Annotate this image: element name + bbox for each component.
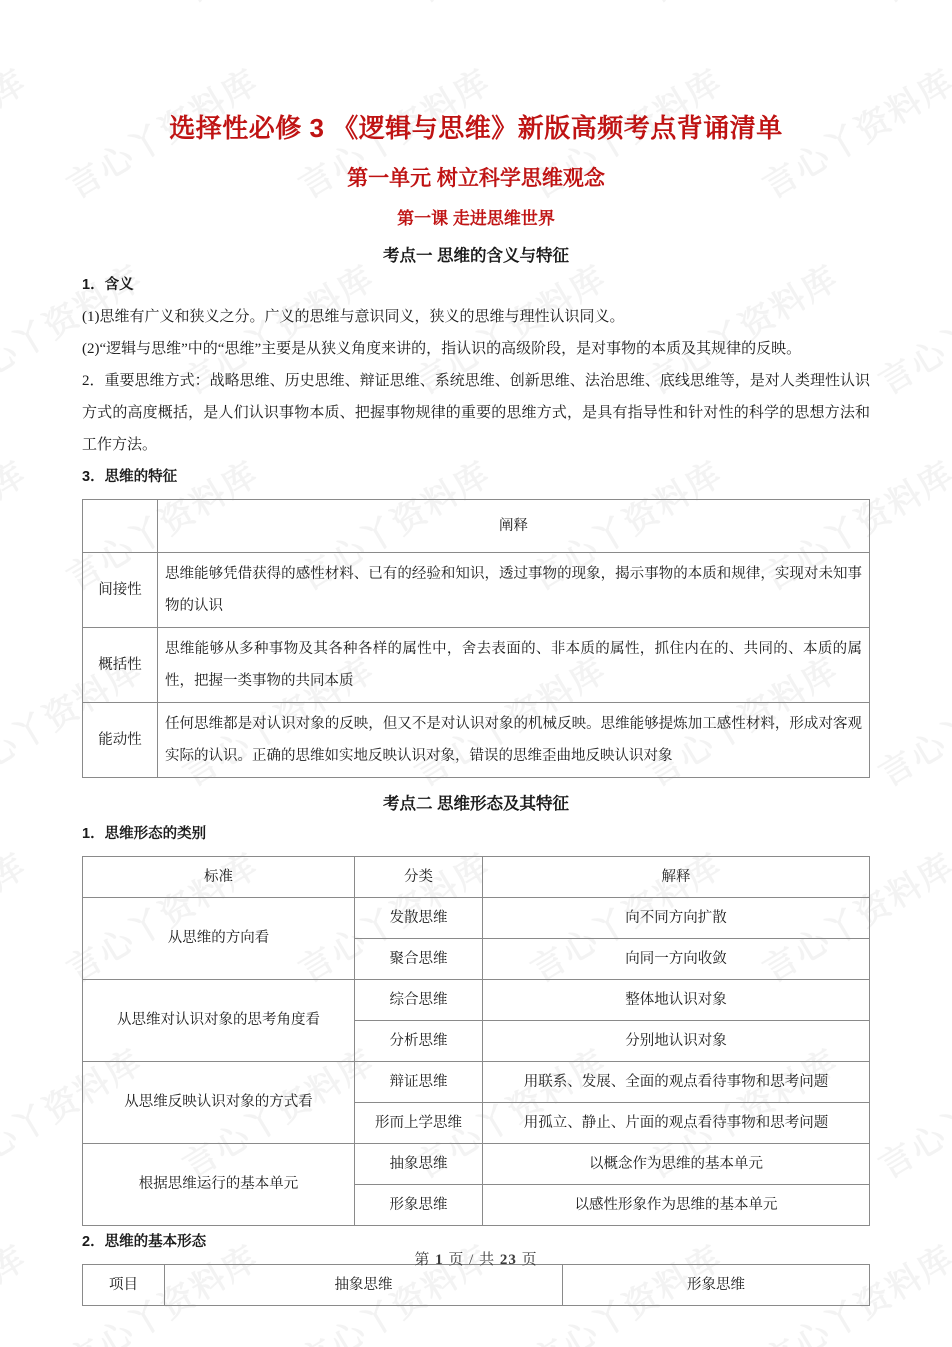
subheading-leibie: 1．思维形态的类别: [82, 825, 207, 842]
table-thinking-features: [82, 499, 870, 778]
footer-total-pages: 23: [499, 1252, 517, 1268]
footer-prefix: 第: [414, 1252, 431, 1268]
cell-category: 分析思维: [355, 1020, 483, 1061]
cell-category: 辩证思维: [355, 1061, 483, 1102]
cell-explain: 以感性形象作为思维的基本单元: [483, 1184, 870, 1225]
table-row: [83, 1143, 870, 1184]
table-row-header: [83, 500, 870, 553]
cell-category: 形而上学思维: [355, 1102, 483, 1143]
cell-feature-desc: 思维能够凭借获得的感性材料、已有的经验和知识，透过事物的现象，揭示事物的本质和规律，实现对未知事物的认识: [158, 553, 870, 628]
cell-explain: 以概念作为思维的基本单元: [483, 1143, 870, 1184]
cell-explain: 向不同方向扩散: [483, 897, 870, 938]
cell-standard: 从思维的方向看: [83, 897, 355, 979]
table-row: [83, 703, 870, 778]
cell-explain: 用孤立、静止、片面的观点看待事物和思考问题: [483, 1102, 870, 1143]
cell-item-header: 项目: [83, 1264, 165, 1305]
cell-standard: 根据思维运行的基本单元: [83, 1143, 355, 1225]
cell-explain-header: 解释: [483, 856, 870, 897]
cell-category-header: 分类: [355, 856, 483, 897]
cell-standard: 从思维反映认识对象的方式看: [83, 1061, 355, 1143]
paragraph-thinking-methods: [82, 365, 870, 461]
footer-suffix: 页: [521, 1252, 538, 1268]
page-footer: [0, 1248, 952, 1269]
cell-feature-desc: 任何思维都是对认识对象的反映，但又不是对认识对象的机械反映。思维能够提炼加工感性材料，形成对客观实际的认识。正确的思维如实地反映认识对象，错误的思维歪曲地反映认识对象: [158, 703, 870, 778]
footer-separator: 页 / 共: [448, 1252, 496, 1268]
paragraph-hanyi-2: (2)“逻辑与思维”中的“思维”主要是从狭义角度来讲的，指认识的高级阶段，是对事物的本质及其规律的反映。: [82, 341, 802, 358]
cell-category: 抽象思维: [355, 1143, 483, 1184]
cell-feature-desc: 思维能够从多种事物及其各种各样的属性中，舍去表面的、非本质的属性，抓住内在的、共同的、本质的属性，把握一类事物的共同本质: [158, 628, 870, 703]
cell-image-header: 形象思维: [563, 1264, 870, 1305]
cell-feature-name: 间接性: [83, 553, 158, 628]
table-row-header: [83, 856, 870, 897]
cell-explain: 用联系、发展、全面的观点看待事物和思考问题: [483, 1061, 870, 1102]
unit-title: 第一单元 树立科学思维观念: [347, 166, 605, 190]
cell-feature-name: 概括性: [83, 628, 158, 703]
table-row: [83, 553, 870, 628]
cell-feature-name: 能动性: [83, 703, 158, 778]
page-title: 选择性必修 3 《逻辑与思维》新版高频考点背诵清单: [169, 113, 783, 143]
table-row: [83, 1061, 870, 1102]
subheading-hanyi: 1．含义: [82, 277, 134, 294]
cell-explain: 分别地认识对象: [483, 1020, 870, 1061]
cell-blank-header: [83, 500, 158, 553]
cell-explain: 整体地认识对象: [483, 979, 870, 1020]
footer-current-page: 1: [435, 1252, 444, 1268]
cell-explanation-header: 阐释: [158, 500, 870, 553]
cell-standard: 从思维对认识对象的思考角度看: [83, 979, 355, 1061]
section-heading-2: 考点二 思维形态及其特征: [382, 795, 570, 814]
subheading-tezheng: 3．思维的特征: [82, 469, 178, 486]
paragraph-thinking-methods-body: ：战略思维、历史思维、辩证思维、系统思维、创新思维、法治思维、底线思维等，是对人类理性认识方式的高度概括，是人们认识事物本质、把握事物规律的重要的思维方式，是具有指导性和针对性的科学的思想方法和工作方法。: [82, 373, 870, 454]
paragraph-hanyi-1: (1)思维有广义和狭义之分。广义的思维与意识同义，狭义的思维与理性认识同义。: [82, 309, 625, 326]
section-heading-1: 考点一 思维的含义与特征: [382, 246, 570, 265]
subheading-jibenxingtai: 2．思维的基本形态: [82, 1233, 207, 1250]
table-basic-forms: [82, 1264, 870, 1306]
cell-explain: 向同一方向收敛: [483, 938, 870, 979]
cell-category: 综合思维: [355, 979, 483, 1020]
table-row: [83, 897, 870, 938]
cell-category: 聚合思维: [355, 938, 483, 979]
table-row-header: [83, 1264, 870, 1305]
table-row: [83, 628, 870, 703]
table-thinking-forms: [82, 856, 870, 1226]
paragraph-thinking-methods-lead: 2．重要思维方式: [82, 373, 195, 390]
cell-category: 发散思维: [355, 897, 483, 938]
lesson-title: 第一课 走进思维世界: [397, 208, 555, 228]
table-row: [83, 979, 870, 1020]
cell-abstract-header: 抽象思维: [165, 1264, 563, 1305]
cell-category: 形象思维: [355, 1184, 483, 1225]
cell-standard-header: 标准: [83, 856, 355, 897]
